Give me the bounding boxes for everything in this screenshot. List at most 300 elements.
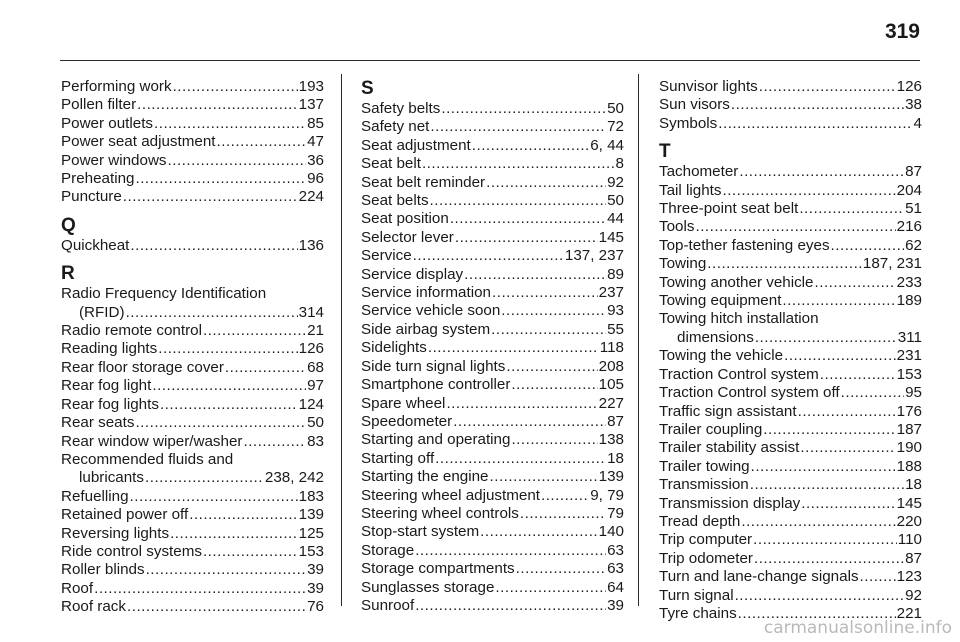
index-entry-pages: 216 [896,218,922,236]
index-entry [361,431,624,449]
index-entry [61,170,324,188]
index-entry [659,495,922,513]
index-entry-term: Storage [361,541,415,559]
index-entry [61,506,324,524]
index-entry-term: Towing equipment [659,292,782,310]
index-entry-term: Puncture [61,188,122,206]
index-entry-term: Seat adjustment [361,136,471,154]
dot-leader [450,210,606,228]
index-entry-term: Pollen filter [61,96,137,114]
index-entry [659,550,922,568]
index-entry [361,376,624,394]
dot-leader [516,560,606,578]
index-entry-term: Starting the engine [361,468,489,486]
dot-leader [731,96,904,114]
index-entry-term: Reading lights [61,340,158,358]
index-entry-pages: 18 [905,476,922,494]
index-entry-term: Towing the vehicle [659,347,784,365]
index-entry-term: Sun visors [659,96,730,114]
index-entry-term: Rear fog lights [61,395,159,413]
index-entry-continuation: lubricants [79,469,144,487]
index-entry-term: Seat belt [361,155,421,173]
dot-leader [798,403,896,421]
index-entry-pages: 50 [607,100,624,117]
index-entry-pages: 176 [896,402,922,420]
index-entry-term: Quickheat [61,236,130,254]
index-entry-term: Power seat adjustment [61,133,216,151]
index-entry-pages: 18 [607,449,624,467]
index-entry-pages: 136 [298,236,324,254]
dot-leader [145,469,264,487]
dot-leader [741,513,895,531]
index-entry-term: Radio remote control [61,322,202,340]
index-entry [659,274,922,292]
dot-leader [722,182,895,200]
index-entry-term: Radio Frequency Identification [61,285,267,303]
index-entry [61,525,324,543]
dot-leader [203,322,306,340]
index-entry-pages: 123 [896,568,922,586]
index-entry-pages: 21 [307,322,324,340]
index-entry [361,560,624,578]
dot-leader [784,347,896,365]
dot-leader [464,266,606,284]
index-entry-term: Performing work [61,78,172,95]
dot-leader [511,431,597,449]
index-entry-pages: 187 [896,420,922,438]
index-entry [361,523,624,541]
index-entry-pages: 145 [896,494,922,512]
index-entry-pages: 126 [896,78,922,95]
index-entry-pages: 63 [607,560,624,578]
index-entry-pages: 231 [896,347,922,365]
index-entry-term: Tools [659,218,695,236]
index-entry-term: Seat belt reminder [361,173,486,191]
index-entry-term: Spare wheel [361,394,446,412]
index-entry-pages: 50 [607,192,624,210]
index-entry [659,329,922,347]
index-entry-pages: 92 [905,586,922,604]
index-entry-pages: 188 [896,457,922,475]
index-entry-pages: 124 [298,395,324,413]
dot-leader [492,284,598,302]
index-entry-pages: 145 [598,228,624,246]
index-entry-term: Sunvisor lights [659,78,758,95]
index-entry-continuation: (RFID) [79,303,125,321]
dot-leader [753,531,897,549]
index-entry-pages: 105 [598,376,624,394]
index-entry [361,100,624,118]
index-entry-term: Tail lights [659,181,722,199]
dot-leader [799,200,904,218]
dot-leader [491,321,606,339]
index-letter-heading: Q [61,214,76,236]
index-entry-term: Tread depth [659,512,741,530]
index-entry-pages: 187, 231 [862,255,922,273]
index-entry [659,96,922,114]
index-entry [61,433,324,451]
dot-leader [243,433,306,451]
index-entry [361,137,624,155]
index-entry [659,439,922,457]
dot-leader [135,170,306,188]
dot-leader [170,525,298,543]
index-entry-pages: 138 [598,431,624,449]
index-entry [61,96,324,114]
index-entry-pages: 89 [607,265,624,283]
index-entry-pages: 68 [307,358,324,376]
index-entry [361,579,624,597]
header-rule [60,60,920,61]
index-entry-pages: 50 [307,414,324,432]
index-entry-term: Refuelling [61,487,129,505]
index-entry [659,421,922,439]
index-entry-pages: 110 [897,531,922,549]
index-entry-term: Steering wheel controls [361,504,519,522]
index-entry [361,358,624,376]
dot-leader [718,115,912,133]
index-entry-pages: 72 [607,118,624,136]
dot-leader [415,597,606,615]
index-entry [61,580,324,598]
index-entry [361,155,624,173]
index-entry-term: Traffic sign assistant [659,402,797,420]
index-entry-pages: 96 [307,170,324,188]
index-entry-pages: 221 [896,604,922,622]
index-entry-pages: 227 [598,394,624,412]
index-entry-term: Service [361,247,412,265]
index-entry [61,133,324,151]
index-entry-term: Seat position [361,210,449,228]
column-divider [638,74,639,606]
index-entry-pages: 85 [307,114,324,132]
dot-leader [750,476,904,494]
index-entry-pages: 87 [905,163,922,181]
index-entry-term: Safety net [361,118,430,136]
dot-leader [541,487,589,505]
dot-leader [754,550,904,568]
dot-leader [815,274,896,292]
index-entry-term: Tyre chains [659,604,737,622]
index-entry [361,302,624,320]
dot-leader [413,247,564,265]
dot-leader [841,384,904,402]
index-entry-pages: 79 [607,504,624,522]
dot-leader [520,505,606,523]
index-entry-term: Towing another vehicle [659,273,814,291]
index-entry [61,304,324,322]
index-entry [361,505,624,523]
index-entry-term: Retained power off [61,506,189,524]
index-entry-term: Reversing lights [61,524,170,542]
index-entry-term: Starting and operating [361,431,511,449]
index-entry-pages: 140 [598,523,624,541]
index-entry-pages: 118 [599,339,624,357]
index-entry-pages: 39 [307,561,324,579]
index-entry-term: Traction Control system [659,365,819,383]
index-entry [659,347,922,365]
dot-leader [422,155,615,173]
index-entry [61,598,324,616]
dot-leader [127,598,306,616]
index-entry [61,115,324,133]
dot-leader [168,152,307,170]
index-entry-term: Stop-start system [361,523,480,541]
dot-leader [152,377,306,395]
index-entry-term: Roof [61,579,94,597]
index-entry-pages: 62 [905,236,922,254]
index-entry [61,488,324,506]
index-entry-pages: 47 [307,133,324,151]
index-entry-term: Symbols [659,114,718,132]
dot-leader [739,163,904,181]
index-entry [659,458,922,476]
dot-leader [782,292,895,310]
index-entry-pages: 95 [905,384,922,402]
index-entry-pages: 220 [896,512,922,530]
index-entry-pages: 9, 79 [590,486,624,504]
dot-leader [137,96,298,114]
index-entry-term: Trailer stability assist [659,439,800,457]
index-entry [659,115,922,133]
index-entry-term: Transmission display [659,494,801,512]
index-entry [659,78,922,96]
index-entry [361,487,624,505]
index-entry [361,229,624,247]
dot-leader [755,329,897,347]
dot-leader [217,133,307,151]
index-entry-term: Trailer coupling [659,420,763,438]
index-entry-pages: 137 [298,96,324,114]
dot-leader [472,137,589,155]
index-entry [61,152,324,170]
index-entry-continuation: dimensions [677,328,754,346]
dot-leader [130,237,297,255]
index-entry-term: Traction Control system off [659,384,840,402]
dot-leader [225,359,306,377]
index-entry [61,188,324,206]
index-entry [659,587,922,605]
index-entry-pages: 189 [896,292,922,310]
index-entry-term: Seat belts [361,192,429,210]
index-letter-heading: S [361,78,374,99]
index-column-3 [659,78,922,623]
index-column-2 [361,78,624,615]
page-number: 319 [884,20,920,43]
index-entry-term: Roof rack [61,598,126,616]
index-entry-pages: 87 [905,549,922,567]
index-entry [659,568,922,586]
index-entry-term: Safety belts [361,100,441,117]
index-entry [659,476,922,494]
index-entry-pages: 237 [598,284,624,302]
index-entry-term: Service display [361,265,464,283]
index-entry [659,366,922,384]
index-entry-term: Service vehicle soon [361,302,501,320]
index-entry [659,255,922,273]
index-entry [61,396,324,414]
index-entry-pages: 39 [307,579,324,597]
dot-leader [801,495,895,513]
index-entry-term: Turn signal [659,586,734,604]
index-entry-term: Sunroof [361,596,415,614]
dot-leader [490,468,598,486]
index-entry-pages: 153 [298,542,324,560]
index-entry-term: Sunglasses storage [361,578,495,596]
index-entry-term: Roller blinds [61,561,145,579]
index-entry-term: Tachometer [659,163,739,181]
dot-leader [173,78,298,96]
dot-leader [511,376,597,394]
dot-leader [189,506,297,524]
index-entry-term: Side turn signal lights [361,357,506,375]
index-entry-pages: 38 [905,96,922,114]
index-entry [361,247,624,265]
index-entry-term: Rear floor storage cover [61,358,224,376]
index-entry-pages: 233 [896,273,922,291]
index-entry-term: Side airbag system [361,320,491,338]
index-entry-term: Turn and lane-change signals [659,568,859,586]
index-entry [361,450,624,468]
index-entry-pages: 137, 237 [564,247,624,265]
index-entry [61,561,324,579]
index-entry-term: Ride control systems [61,542,202,560]
index-entry-term: Transmission [659,476,749,494]
index-entry-pages: 76 [307,598,324,616]
index-entry [659,182,922,200]
dot-leader [501,302,606,320]
index-entry [361,284,624,302]
watermark: carmanualsonline.info [763,618,952,638]
index-entry-pages: 153 [896,365,922,383]
index-entry [61,359,324,377]
dot-leader [146,561,307,579]
dot-leader [135,414,306,432]
index-entry-term: Three-point seat belt [659,200,799,218]
dot-leader [831,237,905,255]
dot-leader [453,413,606,431]
index-entry-term: Starting off [361,449,435,467]
index-entry [659,513,922,531]
index-entry [659,531,922,549]
index-entry-pages: 83 [307,432,324,450]
dot-leader [735,587,905,605]
index-entry [61,340,324,358]
index-entry [361,210,624,228]
dot-leader [800,439,895,457]
index-entry-pages: 139 [298,506,324,524]
column-divider [341,74,342,606]
index-entry-pages: 93 [607,302,624,320]
index-entry [61,377,324,395]
index-entry-pages: 39 [607,596,624,614]
index-entry [361,321,624,339]
dot-leader [415,542,606,560]
index-entry-term: Top-tether fastening eyes [659,236,830,254]
dot-leader [160,396,298,414]
index-entry [659,384,922,402]
index-entry-pages: 87 [607,412,624,430]
index-entry-pages: 97 [307,377,324,395]
dot-leader [94,580,306,598]
dot-leader [495,579,606,597]
index-entry-pages: 55 [607,320,624,338]
index-entry-pages: 51 [905,200,922,218]
index-entry-pages: 36 [307,151,324,169]
index-entry-pages: 44 [607,210,624,228]
dot-leader [707,255,862,273]
dot-leader [759,78,896,96]
index-entry-pages: 314 [298,303,324,321]
index-entry [61,237,324,255]
dot-leader [695,218,895,236]
dot-leader [154,115,306,133]
dot-leader [430,118,606,136]
index-entry [361,174,624,192]
dot-leader [126,304,298,322]
index-entry [361,597,624,615]
index-entry-pages: 190 [896,439,922,457]
index-entry-term: Towing hitch installation [659,310,819,328]
dot-leader [430,192,607,210]
index-letter-heading: R [61,263,75,285]
index-entry [659,163,922,181]
dot-leader [751,458,896,476]
index-entry-term: Selector lever [361,228,454,246]
index-entry [61,78,324,96]
dot-leader [435,450,606,468]
index-entry-term: Trailer towing [659,457,750,475]
index-entry [61,322,324,340]
dot-leader [486,174,606,192]
dot-leader [130,488,298,506]
index-column-1 [61,78,324,617]
index-entry-pages: 8 [615,155,624,173]
index-entry [361,118,624,136]
index-entry-pages: 183 [298,487,324,505]
index-entry [361,339,624,357]
dot-leader [441,100,606,118]
index-entry-pages: 204 [896,181,922,199]
dot-leader [203,543,298,561]
index-entry-term: Storage compartments [361,560,515,578]
dot-leader [158,340,297,358]
index-entry-pages: 92 [607,173,624,191]
index-entry [61,414,324,432]
index-entry-term: Steering wheel adjustment [361,486,540,504]
index-entry-term: Power windows [61,151,167,169]
index-entry-term: Towing [659,255,707,273]
index-entry [361,542,624,560]
index-entry-term: Recommended fluids and [61,450,234,468]
index-entry-term: Rear window wiper/washer [61,432,243,450]
index-entry-pages: 64 [607,578,624,596]
index-entry-term: Sidelights [361,339,427,357]
index-entry-pages: 311 [897,328,922,346]
index-entry-pages: 238, 242 [264,469,324,487]
index-entry-pages: 125 [298,524,324,542]
index-entry [659,292,922,310]
index-entry [361,413,624,431]
index-entry [361,468,624,486]
dot-leader [763,421,895,439]
index-entry-pages: 139 [598,468,624,486]
index-entry-pages: 208 [598,357,624,375]
index-entry-term: Rear fog light [61,377,152,395]
index-entry [659,403,922,421]
dot-leader [506,358,597,376]
index-entry [659,200,922,218]
